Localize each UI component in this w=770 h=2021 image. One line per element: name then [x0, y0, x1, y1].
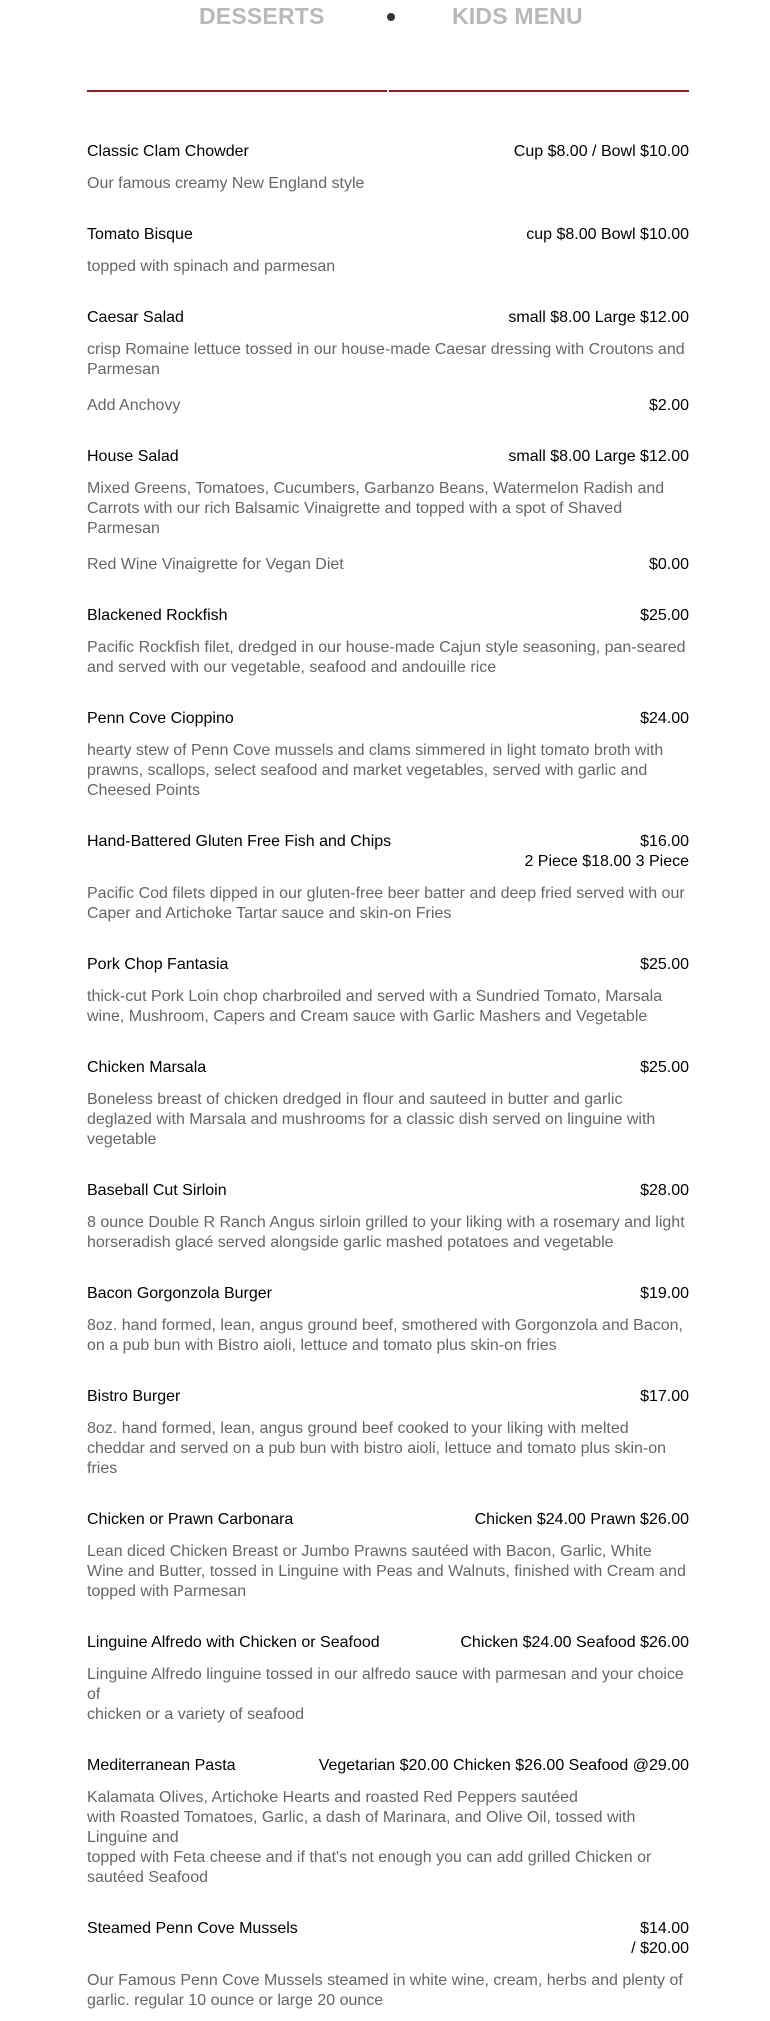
menu-item-description: Mixed Greens, Tomatoes, Cucumbers, Garbanzo Beans, Watermelon Radish and Carrots with our rich Balsamic Vinaigrette and topped with a spot of Shaved Parmesan — [87, 480, 665, 537]
menu-item-description: Pacific Cod filets dipped in our gluten-free beer batter and deep fried served with our Caper and Artichoke Tartar sauce and skin-on Fries — [87, 885, 685, 922]
menu-item-addon-price: $0.00 — [648, 556, 689, 573]
menu-item-price: $17.00 — [640, 1388, 689, 1405]
menu-item-description: hearty stew of Penn Cove mussels and clams simmered in light tomato broth with prawns, scallops, select seafood and market vegetables, served with garlic and Cheesed Points — [87, 742, 664, 799]
menu-item-price: small $8.00 Large $12.00 — [508, 448, 689, 465]
menu-item-addon — [87, 555, 689, 575]
menu-item-description: 8oz. hand formed, lean, angus ground beef, smothered with Gorgonzola and Bacon, on a pub bun with Bistro aioli, lettuce and tomato plus skin-on fries — [87, 1317, 683, 1354]
menu-item — [87, 955, 689, 1027]
menu-item-addon-name: Red Wine Vinaigrette for Vegan Diet — [87, 556, 344, 573]
menu-item-addon-name: Add Anchovy — [87, 397, 181, 414]
divider-right — [389, 90, 689, 92]
menu-item-name: Steamed Penn Cove Mussels — [87, 1920, 298, 1937]
menu-item-name: Baseball Cut Sirloin — [87, 1182, 227, 1199]
menu-item-price: Vegetarian $20.00 Chicken $26.00 Seafood @29.00 — [318, 1757, 689, 1774]
menu-item-name: Blackened Rockfish — [87, 607, 228, 624]
menu-item-header — [87, 606, 689, 626]
menu-item-description: topped with spinach and parmesan — [87, 258, 336, 275]
menu-item-header — [87, 709, 689, 729]
menu-item-header — [87, 447, 689, 467]
menu-item-list — [87, 142, 689, 2021]
menu-item-header — [87, 1756, 689, 1776]
menu-item — [87, 1181, 689, 1253]
menu-item-description: 8oz. hand formed, lean, angus ground beef cooked to your liking with melted cheddar and served on a pub bun with bistro aioli, lettuce and tomato plus skin-on fries — [87, 1420, 667, 1477]
menu-item-price: cup $8.00 Bowl $10.00 — [526, 226, 689, 243]
menu-item-name: Bacon Gorgonzola Burger — [87, 1285, 272, 1302]
menu-item — [87, 709, 689, 801]
menu-item-price: $14.00 / $20.00 — [631, 1920, 689, 1957]
menu-item-name: Mediterranean Pasta — [87, 1757, 236, 1774]
menu-item — [87, 1756, 689, 1888]
menu-item — [87, 1058, 689, 1150]
menu-item-price: Chicken $24.00 Prawn $26.00 — [474, 1511, 689, 1528]
menu-item-name: Penn Cove Cioppino — [87, 710, 234, 727]
menu-item — [87, 832, 689, 924]
menu-item-name: Classic Clam Chowder — [87, 143, 249, 160]
menu-item — [87, 225, 689, 277]
menu-item-description: Our famous creamy New England style — [87, 175, 365, 192]
menu-item-name: Caesar Salad — [87, 309, 184, 326]
menu-item-price: $24.00 — [640, 710, 689, 727]
menu-category-tabs — [0, 0, 770, 40]
menu-item-price: Cup $8.00 / Bowl $10.00 — [513, 143, 689, 160]
menu-item-price: $25.00 — [640, 607, 689, 624]
menu-item-header — [87, 308, 689, 328]
menu-item — [87, 606, 689, 678]
menu-item-description: thick-cut Pork Loin chop charbroiled and served with a Sundried Tomato, Marsala wine, Mushroom, Capers and Cream sauce with Garlic Mashers and Vegetable — [87, 988, 663, 1025]
tab-desserts[interactable]: DESSERTS — [199, 3, 325, 29]
menu-item-header — [87, 1919, 689, 1959]
menu-item-header — [87, 832, 689, 872]
tab-kids-menu[interactable]: KIDS MENU — [452, 3, 583, 29]
menu-item-header — [87, 955, 689, 975]
menu-item — [87, 1633, 689, 1725]
menu-item — [87, 1387, 689, 1479]
menu-item-price: $19.00 — [640, 1285, 689, 1302]
menu-item — [87, 447, 689, 575]
menu-item-name: Hand-Battered Gluten Free Fish and Chips — [87, 833, 392, 850]
tab-separator-dot — [387, 13, 395, 21]
divider-left — [87, 90, 387, 92]
menu-item-price: small $8.00 Large $12.00 — [508, 309, 689, 326]
menu-item-header — [87, 1633, 689, 1653]
menu-item-name: Chicken or Prawn Carbonara — [87, 1511, 294, 1528]
menu-item-name: Pork Chop Fantasia — [87, 956, 229, 973]
menu-item-header — [87, 1510, 689, 1530]
menu-item — [87, 1284, 689, 1356]
menu-item-header — [87, 1181, 689, 1201]
menu-item-name: Chicken Marsala — [87, 1059, 207, 1076]
menu-item-name: Bistro Burger — [87, 1388, 181, 1405]
menu-item-addon — [87, 396, 689, 416]
menu-item-header — [87, 1284, 689, 1304]
menu-item-description: Linguine Alfredo linguine tossed in our alfredo sauce with parmesan and your choice of chicken or a variety of seafood — [87, 1666, 684, 1723]
menu-item-header — [87, 142, 689, 162]
menu-item-header — [87, 1058, 689, 1078]
menu-item-price: $25.00 — [640, 1059, 689, 1076]
menu-item-name: Linguine Alfredo with Chicken or Seafood — [87, 1634, 380, 1651]
menu-item-name: House Salad — [87, 448, 179, 465]
menu-item-description: Pacific Rockfish filet, dredged in our house-made Cajun style seasoning, pan-seared and served with our vegetable, seafood and andouille rice — [87, 639, 686, 676]
menu-item-addon-price: $2.00 — [648, 397, 689, 414]
menu-item-description: crisp Romaine lettuce tossed in our house-made Caesar dressing with Croutons and Parmesan — [87, 341, 685, 378]
menu-item-price: $25.00 — [640, 956, 689, 973]
menu-item-description: Boneless breast of chicken dredged in flour and sauteed in butter and garlic deglazed with Marsala and mushrooms for a classic dish served on linguine with vegetable — [87, 1091, 656, 1148]
menu-item-header — [87, 1387, 689, 1407]
menu-item — [87, 1919, 689, 2011]
menu-item-description: Our Famous Penn Cove Mussels steamed in white wine, cream, herbs and plenty of garlic. regular 10 ounce or large 20 ounce — [87, 1972, 683, 2009]
menu-item-name: Tomato Bisque — [87, 226, 193, 243]
menu-item — [87, 308, 689, 416]
menu-item-price: $28.00 — [640, 1182, 689, 1199]
menu-item-description: 8 ounce Double R Ranch Angus sirloin grilled to your liking with a rosemary and light horseradish glacé served alongside garlic mashed potatoes and vegetable — [87, 1214, 685, 1251]
menu-item-header — [87, 225, 689, 245]
menu-item-description: Kalamata Olives, Artichoke Hearts and roasted Red Peppers sautéed with Roasted Tomatoes, Garlic, a dash of Marinara, and Olive Oil, tossed with Linguine and topped with Feta cheese and if that's not enough you can add grilled Chicken or sautéed Seafood — [87, 1789, 652, 1886]
menu-item — [87, 1510, 689, 1602]
menu-item — [87, 142, 689, 194]
menu-item-price: $16.00 2 Piece $18.00 3 Piece — [524, 833, 689, 870]
menu-item-description: Lean diced Chicken Breast or Jumbo Prawns sautéed with Bacon, Garlic, White Wine and Butter, tossed in Linguine with Peas and Walnuts, finished with Cream and topped with Parmesan — [87, 1543, 686, 1600]
menu-item-price: Chicken $24.00 Seafood $26.00 — [460, 1634, 689, 1651]
